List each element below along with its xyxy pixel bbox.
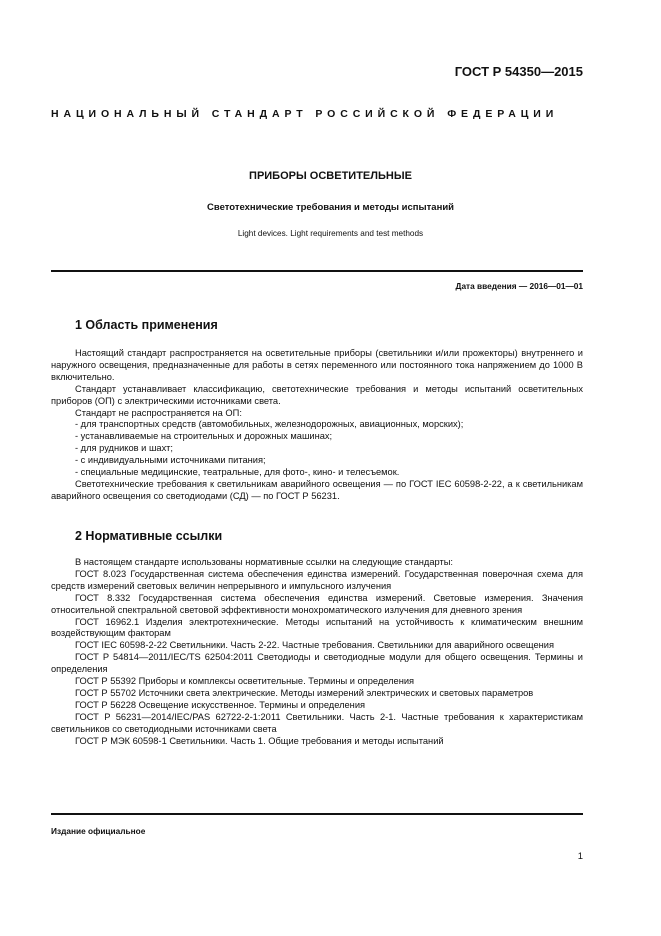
paragraph: Стандарт не распространяется на ОП:: [75, 407, 242, 418]
paragraph: Стандарт устанавливает классификацию, светотехнические требования и методы испытаний осветительных приборов (ОП) с электрическими источниками света.: [51, 383, 583, 406]
title-divider: [51, 270, 583, 272]
section-1-body: [51, 348, 583, 503]
reference-item: ГОСТ Р 56231—2014/IEC/PAS 62722-2-1:2011 Светильники. Часть 2-1. Частные требования к характеристикам светильников со светодиодными источниками света: [51, 711, 583, 734]
paragraph: В настоящем стандарте использованы нормативные ссылки на следующие стандарты:: [75, 557, 454, 567]
page-number: 1: [577, 851, 583, 862]
paragraph: Настоящий стандарт распространяется на осветительные приборы (светильники и/или прожекторы) внутреннего и наружного освещения, предназначенные для работы в сетях переменного или постоянного тока напряжением до 1000 В включительно.: [51, 348, 583, 382]
section-2-heading: 2 Нормативные ссылки: [75, 529, 223, 543]
document-title: ПРИБОРЫ ОСВЕТИТЕЛЬНЫЕ: [249, 170, 412, 182]
national-standard-banner: НАЦИОНАЛЬНЫЙ СТАНДАРТ РОССИЙСКОЙ ФЕДЕРАЦИИ: [51, 108, 559, 120]
official-edition-label: Издание официальное: [51, 826, 146, 836]
list-item: - для транспортных средств (автомобильных, железнодорожных, авиационных, морских);: [75, 419, 464, 430]
reference-item: ГОСТ 8.332 Государственная система обеспечения единства измерений. Световые измерения. Значения относительной спектральной световой эффективности монохроматического излучения для дневного зрения: [51, 592, 583, 615]
list-item: - для рудников и шахт;: [75, 443, 173, 454]
reference-item: ГОСТ 16962.1 Изделия электротехнические. Методы испытаний на устойчивость к климатическим внешним воздействующим факторам: [51, 616, 583, 639]
reference-item: ГОСТ Р 54814—2011/IEC/TS 62504:2011 Светодиоды и светодиодные модули для общего освещения. Термины и определения: [51, 652, 583, 675]
list-item: - специальные медицинские, театральные, для фото-, кино- и телесъемок.: [75, 467, 400, 478]
document-title-english: Light devices. Light requirements and test methods: [237, 229, 424, 238]
list-item: - устанавливаемые на строительных и дорожных машинах;: [75, 431, 333, 442]
section-2-body: [51, 557, 583, 748]
section-1-heading: 1 Область применения: [75, 318, 218, 332]
reference-item: ГОСТ Р 55702 Источники света электрические. Методы измерений электрических и световых параметров: [75, 687, 534, 698]
reference-item: ГОСТ Р 55392 Приборы и комплексы осветительные. Термины и определения: [75, 676, 415, 687]
reference-item: ГОСТ 8.023 Государственная система обеспечения единства измерений. Государственная поверочная схема для средств измерений световых величин непрерывного и импульсного излучения: [51, 568, 583, 591]
reference-item: ГОСТ IEC 60598-2-22 Светильники. Часть 2-22. Частные требования. Светильники для аварийного освещения: [75, 640, 554, 651]
paragraph: Светотехнические требования к светильникам аварийного освещения — по ГОСТ IEC 60598-2-22, а к светильникам аварийного освещения со светодиодами (СД) — по ГОСТ Р 56231.: [51, 478, 583, 501]
introduction-date: Дата введения — 2016—01—01: [455, 281, 583, 291]
document-subtitle: Светотехнические требования и методы испытаний: [207, 202, 454, 213]
reference-item: ГОСТ Р МЭК 60598-1 Светильники. Часть 1. Общие требования и методы испытаний: [75, 735, 444, 746]
list-item: - с индивидуальными источниками питания;: [75, 455, 266, 466]
standard-code: ГОСТ Р 54350—2015: [454, 64, 583, 79]
footer-divider: [51, 813, 583, 815]
reference-item: ГОСТ Р 56228 Освещение искусственное. Термины и определения: [75, 699, 366, 710]
